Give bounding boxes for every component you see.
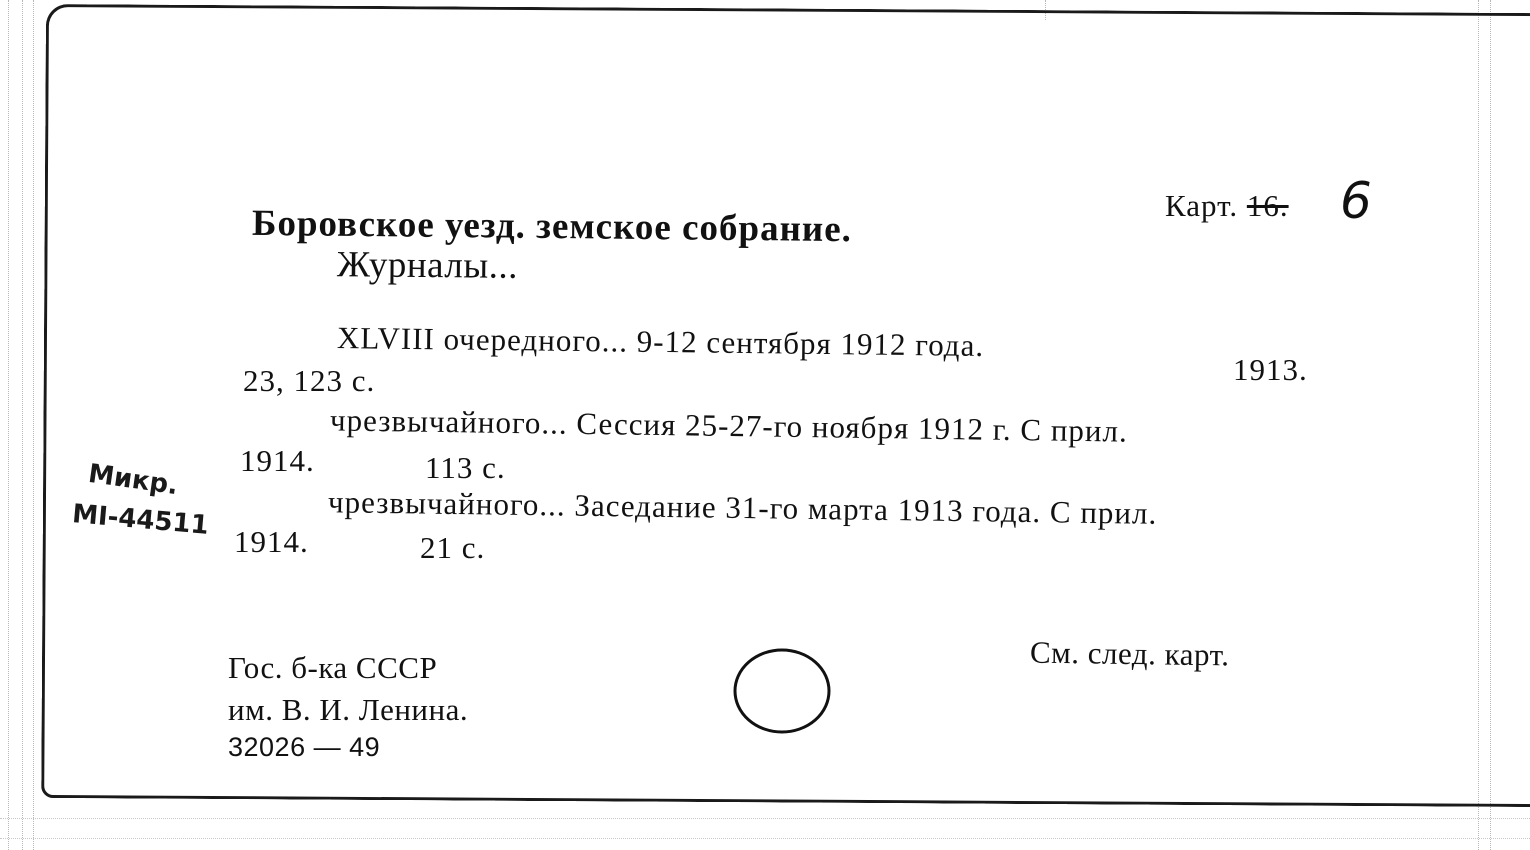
scan-edge-line — [0, 818, 1530, 819]
entry-1-pages: 23, 123 с. — [243, 363, 376, 398]
entry-3-pages: 21 с. — [420, 530, 486, 565]
entry-3-title: чрезвычайного... Заседание 31-го марта 1913 года. С прил. — [327, 484, 1158, 531]
scan-edge-line — [8, 0, 9, 850]
see-next-card: См. след. карт. — [1029, 634, 1230, 673]
card-number-handwritten: 6 — [1340, 172, 1372, 230]
microfilm-number: MI-44511 — [70, 499, 210, 541]
microfilm-note: Микр. — [86, 458, 180, 502]
scan-edge-line — [22, 0, 23, 850]
entry-1-title: XLVIII очередного... 9-12 сентября 1912 года. — [336, 320, 985, 363]
card-subheading: Журналы... — [336, 244, 519, 287]
scan-edge-line — [33, 0, 34, 850]
card-heading: Боровское уезд. земское собрание. — [251, 202, 853, 251]
library-line-2: им. В. И. Ленина. — [228, 692, 469, 727]
card-label: Карт. — [1165, 188, 1239, 223]
entry-1-year: 1913. — [1233, 352, 1308, 387]
entry-2-year: 1914. — [240, 443, 315, 478]
entry-2-pages: 113 с. — [425, 450, 506, 485]
card-number — [1165, 188, 1289, 224]
entry-2-title: чрезвычайного... Сессия 25-27-го ноября 1912 г. С прил. — [329, 402, 1129, 449]
scan-edge-line — [0, 838, 1530, 839]
card-number-struck: 16. — [1246, 188, 1289, 223]
library-line-3: 32026 — 49 — [228, 732, 381, 762]
library-line-1: Гос. б-ка СССР — [228, 650, 438, 685]
punch-hole-icon — [728, 644, 836, 738]
entry-3-year: 1914. — [234, 524, 309, 559]
